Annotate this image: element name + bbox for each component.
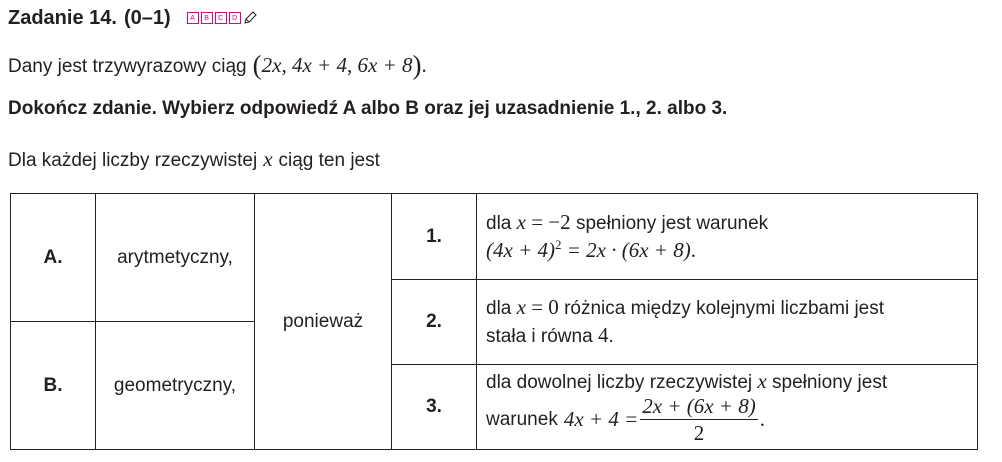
r2-suffix: różnica między kolejnymi liczbami jest (564, 298, 885, 320)
term-1: 2x (261, 53, 282, 77)
r1-var: x (516, 210, 526, 234)
r3-var: x (757, 368, 767, 393)
task-title: Zadanie 14. (8, 6, 117, 29)
r2-end: . (608, 326, 614, 347)
r3-frac-den: 2 (693, 420, 705, 445)
answer-box-d: D (229, 12, 241, 24)
r2-prefix: dla (486, 298, 512, 320)
instruction: Dokończ zdanie. Wybierz odpowiedź A albo B oraz jej uzasadnienie 1., 2. albo 3. (8, 98, 728, 119)
r3-frac-num: 2x + (6x + 8) (640, 394, 757, 420)
sep-1: , (281, 53, 292, 77)
answer-box-a: A (187, 12, 199, 24)
r1-suffix: spełniony jest warunek (575, 213, 769, 234)
option-b-text[interactable]: geometryczny, (113, 374, 237, 396)
r1-end: . (690, 237, 696, 262)
term-3: 6x + 8 (357, 53, 413, 77)
intro-line (8, 50, 427, 81)
answer-box-c: C (215, 12, 227, 24)
reason-3-line-2 (486, 394, 765, 445)
period: . (421, 53, 427, 77)
prompt-line (8, 147, 380, 172)
reason-1-line-1 (486, 209, 768, 237)
prompt-before: Dla każdej liczby rzeczywistej (8, 150, 258, 171)
answer-boxes (187, 11, 257, 25)
task-points: (0–1) (123, 6, 171, 29)
reason-3-number[interactable]: 3. (426, 396, 442, 417)
r3-lhs: 4x + 4 = (563, 407, 639, 432)
r3-line2: warunek (486, 408, 558, 430)
option-a-letter[interactable]: A. (43, 246, 63, 268)
r3-fraction (640, 394, 757, 445)
intro-text: Dany jest trzywyrazowy ciąg (8, 56, 247, 77)
r2-eq: = 0 (525, 295, 559, 320)
reason-1-number[interactable]: 1. (426, 225, 442, 247)
reason-1-text[interactable] (477, 194, 977, 279)
r3-end: . (759, 407, 765, 432)
reason-1-formula (486, 237, 696, 264)
r3-suffix: spełniony jest (772, 371, 888, 393)
reason-3-line-1 (486, 369, 887, 394)
reason-2-text[interactable] (477, 280, 977, 364)
r2-value: 4 (597, 323, 609, 347)
prompt-after: ciąg ten jest (278, 150, 380, 171)
r1-rhs: = 2x · (6x + 8) (561, 237, 691, 262)
reason-2-line-1 (486, 294, 884, 322)
paren-close: ) (412, 50, 422, 80)
r3-prefix: dla dowolnej liczby rzeczywistej (486, 371, 753, 393)
sep-2: , (346, 53, 358, 77)
option-b-letter[interactable]: B. (43, 374, 63, 396)
reason-2-number[interactable]: 2. (426, 311, 442, 332)
task-header (8, 3, 257, 33)
option-a-text[interactable]: arytmetyczny, (117, 246, 233, 268)
r1-exp: 2 (554, 236, 562, 252)
r1-prefix: dla (486, 213, 512, 234)
r2-line2: stała i równa (486, 326, 593, 347)
answer-box-b: B (201, 12, 213, 24)
reason-3-text[interactable] (477, 365, 977, 449)
connector-text: ponieważ (282, 310, 364, 332)
prompt-var: x (263, 147, 273, 171)
paren-open: ( (252, 50, 262, 80)
r1-eq: = −2 (525, 210, 571, 234)
pencil-icon (243, 11, 257, 25)
sequence-formula (253, 50, 427, 81)
reason-2-line-2 (486, 322, 614, 350)
term-2: 4x + 4 (291, 53, 347, 77)
r1-lhs: (4x + 4) (486, 237, 555, 262)
r2-var: x (516, 295, 526, 320)
answer-table (10, 193, 978, 450)
